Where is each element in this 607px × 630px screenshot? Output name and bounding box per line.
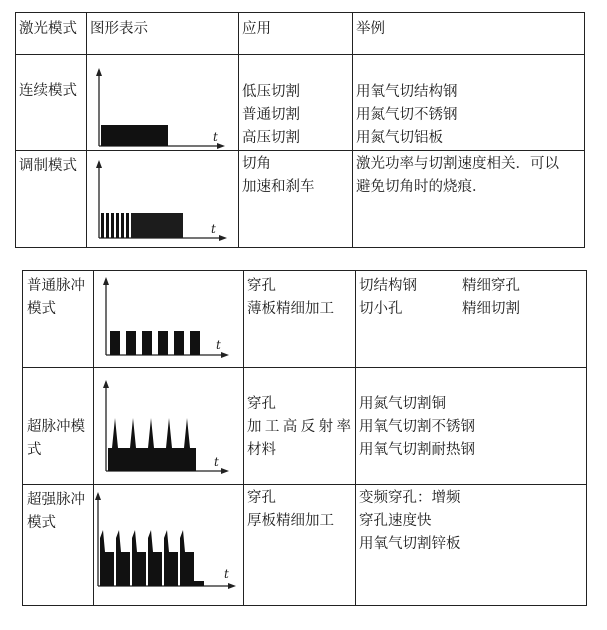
example-item: 切结构钢: [359, 278, 417, 294]
table2-row-divider-1: [22, 367, 587, 368]
time-axis-label: t: [224, 567, 229, 581]
mode-super-pulse: [27, 416, 85, 462]
example-item: 精细穿孔: [462, 278, 520, 294]
table2-col-divider-3: [355, 270, 356, 606]
ultra-pulse-examples: [359, 487, 461, 556]
application-item: 普通切割: [242, 107, 300, 123]
table1-header-divider: [15, 54, 585, 55]
mode-normal-pulse: [27, 275, 85, 321]
mode-label-line: 超脉冲模: [27, 419, 85, 435]
modulated-applications: [242, 153, 315, 199]
table1-col-divider-3: [352, 12, 353, 248]
normal-pulse-examples-col2: [462, 275, 520, 321]
time-axis-label: t: [211, 222, 216, 236]
modulated-pulses: [101, 213, 183, 238]
example-item: 避免切角时的烧痕．: [356, 179, 487, 195]
example-item: 变频穿孔：增频: [359, 490, 461, 506]
table2-row-divider-2: [22, 484, 587, 485]
normal-pulse-graph: [100, 275, 240, 365]
table1-row-divider: [15, 150, 585, 151]
mode-continuous: 连续模式: [19, 83, 77, 99]
application-item: 穿孔: [247, 278, 276, 294]
application-item: 穿孔: [247, 490, 276, 506]
example-item: 用氮气切割铜: [359, 396, 446, 412]
continuous-mode-graph: [93, 66, 238, 150]
mode-label-line: 模式: [27, 301, 56, 317]
mode-ultra-pulse: [27, 489, 85, 535]
header-graph: 图形表示: [90, 21, 148, 37]
header-laser-mode: 激光模式: [19, 21, 77, 37]
mode-label-line: 普通脉冲: [27, 278, 85, 294]
normal-pulse-examples-col1: [359, 275, 417, 321]
ultra-pulse-applications: [247, 487, 334, 533]
modulated-examples: [356, 153, 559, 199]
ultra-pulse-waveform: [100, 530, 204, 586]
example-item: 精细切割: [462, 301, 520, 317]
table1-col-divider-1: [86, 12, 87, 248]
continuous-power-block: [101, 125, 168, 146]
example-item: 用氮气切铝板: [356, 130, 443, 146]
ultra-pulse-graph: [94, 490, 244, 595]
application-item: 厚板精细加工: [247, 513, 334, 529]
normal-pulses: [110, 331, 200, 355]
time-axis-label: t: [214, 455, 219, 469]
application-item: 低压切割: [242, 84, 300, 100]
continuous-examples: [356, 81, 458, 150]
header-example: 举例: [356, 21, 385, 37]
normal-pulse-applications: [247, 275, 334, 321]
super-pulse-graph: [100, 378, 240, 478]
example-item: 切小孔: [359, 301, 403, 317]
example-item: 用氧气切割耐热钢: [359, 442, 475, 458]
mode-label-line: 超强脉冲: [27, 492, 85, 508]
super-pulse-waveform: [108, 418, 196, 471]
mode-modulated: 调制模式: [19, 158, 77, 174]
application-item: 切角: [242, 156, 271, 172]
application-item: 穿孔: [247, 396, 276, 412]
example-item: 用氮气切不锈钢: [356, 107, 458, 123]
header-application: 应用: [242, 21, 271, 37]
application-item: 高压切割: [242, 130, 300, 146]
example-item: 用氧气切割锌板: [359, 536, 461, 552]
example-item: 用氧气切割不锈钢: [359, 419, 475, 435]
table1-col-divider-2: [238, 12, 239, 248]
modulated-mode-graph: [93, 158, 238, 242]
example-item: 用氧气切结构钢: [356, 84, 458, 100]
example-item: 穿孔速度快: [359, 513, 432, 529]
application-item: 加速和刹车: [242, 179, 315, 195]
application-item: 材料: [247, 442, 276, 458]
application-item: 加工高反射率: [247, 419, 351, 435]
continuous-applications: [242, 81, 300, 150]
example-item: 激光功率与切割速度相关．可以: [356, 156, 559, 172]
mode-label-line: 模式: [27, 515, 56, 531]
super-pulse-examples: [359, 393, 475, 462]
mode-label-line: 式: [27, 442, 42, 458]
super-pulse-applications: [247, 393, 351, 462]
time-axis-label: t: [213, 130, 218, 144]
application-item: 薄板精细加工: [247, 301, 334, 317]
time-axis-label: t: [216, 338, 221, 352]
